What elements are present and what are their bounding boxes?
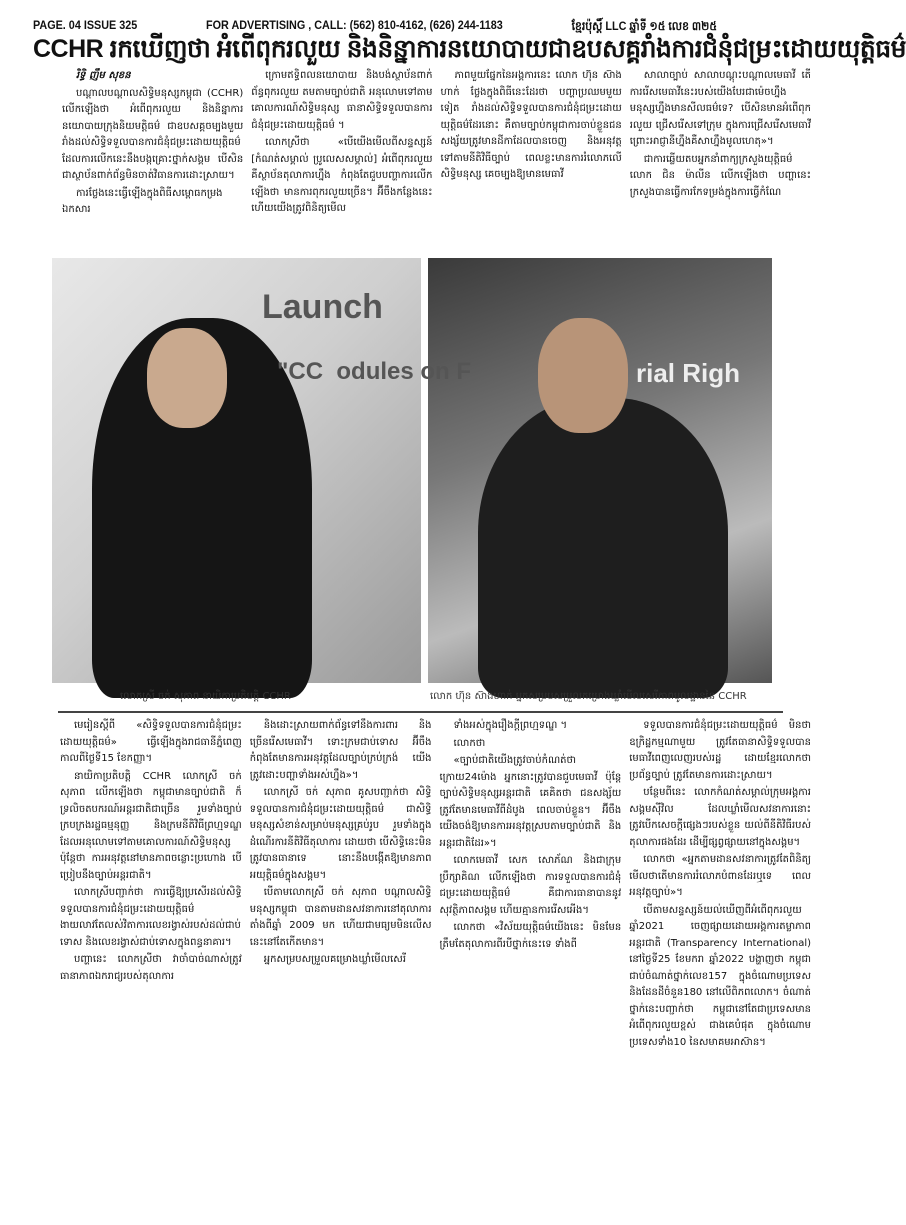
paragraph: មេរៀនស្ដីពី «សិទ្ធិទទួលបានការជំនុំជម្រះដោយយុត្តិធម៌» ធ្វើឡើងក្នុងរាជធានីភ្នំពេញ កាលពីថ្ងៃទី15 ខែកញ្ញា។ [60,720,242,764]
paragraph: ទាំងអស់ក្នុងរឿងក្ដីព្រហ្មទណ្ឌ ។ [453,720,568,731]
paragraph: លោកស្រី ចក់ សុភាព គូសបញ្ជាក់ថា សិទ្ធិទទួលបានការជំនុំជម្រះដោយយុត្តិធម៌ ជាសិទ្ធិមនុស្សសំខាន់សម្រាប់មនុស្សគ្រប់រូប រួមទាំងក្នុងដំណើរការនីតិវិធីតុលាការ ដោយថា បើសិទ្ធិនេះមិនត្រូវបានធានាទេ នោះនឹងបង្កើតឱ្យមានភាពអយុត្តិធម៌ក្នុងសង្គម។ [249,787,432,881]
column-3 [440,718,622,1213]
top-text-columns [62,68,811,258]
paragraph: លោកថា «អ្នកតាមដានសវនាការត្រូវតែពិនិត្យមើលថាតើមានការរំលោភបំពានដែរឬទេ ពេលអនុវត្តច្បាប់»។ [629,854,811,898]
page-header [33,18,717,34]
paragraph: បើតាមលោកស្រី ចក់ សុភាព បណ្ដាលសិទ្ធិមនុស្សកម្ពុជា បានតាមដានសវនាការនៅតុលាការតាំងពីឆ្នាំ 2009 មក ហើយជាមធ្យមមិនលើសនេះនៅតែកើតមាន។ [249,887,432,948]
paragraph: ការថ្លែងនេះធ្វើឡើងក្នុងពិធីសម្ពោធកម្រងឯកសារ [62,187,223,215]
divider [58,711,783,713]
column-1 [60,718,242,1213]
masthead: ខ្មែរប៉ុស្ដិ៍ LLC ឆ្នាំទី ១៥ លេខ ៣២៥ [571,19,717,33]
byline: រិទ្ធិ ញឹម សុខន [76,70,131,81]
paragraph: ទទួលបានការជំនុំជម្រះដោយយុត្តិធម៌ មិនថាឧក្រិដ្ឋកម្មណាមួយ ត្រូវតែធានាសិទ្ធិទទួលបានមេធាវីពេញលេញរបស់រដ្ឋ ដោយខ្មែរលោកថា ប្រព័ន្ធច្បាប់ ត្រូវតែមានការដោះស្រាយ។ [629,720,811,781]
column-4 [630,68,811,258]
headline: CCHR រកឃើញថា អំពើពុករលួយ និងនិន្នាការនយោបាយជាឧបសគ្គរាំងការជំនុំជម្រះដោយយុត្តិធម៌ [33,35,906,63]
advertising-contact: FOR ADVERTISING , CALL: (562) 810-4162, (626) 244-1183 [206,18,503,32]
paragraph: លោកមេធាវី សេក សោភ័ណ និងជាក្រុមប្រឹក្សាគិណ លើកឡើងថា ការទទួលបានការជំនុំជម្រះដោយយុត្តិធម៌ គឺជាការធានាបាននូវសុវត្ថិភាពសង្គម ហើយគ្មានការរើសអើង។ [439,855,622,916]
paragraph: បញ្ហានេះ លោកស្រីថា វាចាំបាច់ណាស់ត្រូវធានាភាពឯករាជ្យរបស់តុលាការ [60,954,242,982]
paragraph: ភាពមួយផ្នែកនៃអង្គការនេះ លោក ហ៊ុន ស៊ាងហាក់ ថ្លែងក្នុងពិធីនេះដែរថា បញ្ហាប្រឈមមួយទៀត រាំងដល់សិទ្ធិទទួលបានការជំនុំជម្រះដោយយុត្តិធម៌ដែរនោះ គឺតាមច្បាប់កម្ពុជាការចាប់ខ្លួនជនសង្ស័យត្រូវមានដីកាដែលបានចេញ និងអនុវត្តទៅតាមនីតិវិធីច្បាប់ ពេលខ្លះមានការរំលោភលើសិទ្ធិមនុស្ស គេចម្បងឱ្យមានមេធាវី [440,70,622,180]
paragraph: នាយិកាប្រតិបត្តិ CCHR លោកស្រី ចក់ សុភាព លើកឡើងថា កម្ពុជាមានច្បាប់ជាតិ ក៏ទ្រលិចតបករណ៍អន្តរជាតិជាច្រើន រួមទាំងច្បាប់ក្របក្រងរដ្ឋធម្មនុញ្ញ និងក្រមនីតិវិធីព្រហ្មទណ្ឌ ដែលអនុលោមទៅតាមគោលការណ៍សិទ្ធិមនុស្ស ប៉ុន្តែថា ការអនុវត្តនៅមានភាពចន្លោះប្រហោង បើប្រៀបនឹងច្បាប់អន្តរជាតិ។ [60,770,242,881]
photo-speaker-woman [52,258,472,683]
paragraph: លោកថា [453,737,486,749]
paragraph: លោកស្រីថា «បើយើងមើលពីសន្ទស្សន៍ [កំណត់សម្គាល់ ប្រូលេសសម្គាល់] អំពើពុករលួយ គឺស្ថាប័នតុលាការហ្នឹង កំពុងតែជួបបញ្ហាការលើកឡើងថា មានការពុករលួយច្រើន។ អ៊ីចឹងកន្លែងនេះហើយយើងត្រូវពិនិត្យមើល [251,137,433,214]
column-2 [251,68,432,258]
paragraph: បន្ថែមពីនេះ លោកកំណត់សម្គាល់ក្រុមអង្គការសង្គមស៊ីវិល ដែលឃ្លាំមើលសវនាការនោះ ត្រូវបើកសេចក្ដីផ្សេងៗរបស់ខ្លួន យល់ពីនីតិវិធីរបស់តុលាការផងដែរ ដើម្បីផ្សព្វផ្សាយនៅក្នុងសង្គម។ [629,787,811,848]
page-issue: PAGE. 04 ISSUE 325 [33,18,138,32]
paragraph: ក្រោមឥទ្ធិពលនយោបាយ និងបង់ស្ថាប័នពាក់ព័ន្ធពុករលួយ តមតាមច្បាប់ជាតិ អនុលោមទៅតាមគោលការណ៍សិទ្ធិមនុស្ស ធានាសិទ្ធិទទួលបានការជំនុំជម្រះដោយយុត្តិធម៌ ។ [251,70,433,131]
paragraph: លោកស្រីបញ្ជាក់ថា ការធ្វើឱ្យប្រសើរដល់សិទ្ធិទទួលបានការជំនុំជម្រះដោយយុត្តិធម៌ ងាយលាវតែលស់វិតាការលេខរង្វាស់របស់ដល់ជាប់ទោស និងលេខរង្វាស់ជាប់ទោសក្នុងពន្ធនាគារ។ [60,887,242,948]
column-3 [441,68,622,258]
paragraph: សាលាច្បាប់ សាលាបណ្ដុះបណ្ដាលមេធាវី តើការរើសមេធាវីនេះរបស់យើងបែរជាម៉េចហ្នឹង មនុស្សហ្នឹងមានសីលធម៌ទេ? បើសិនមានអំពើពុករលួយ ជ្រើសរើសទៅក្រុម ក្នុងការជ្រើសរើសមេធាវី ព្រោះអាជ្ញានីហ្នឹងគឺសាហ្នឹងមូលហេតុ»។ [629,70,811,147]
face [538,318,628,433]
banner-text: "CC odules on F [277,358,472,385]
column-2 [250,718,432,1213]
bottom-text-columns [60,718,811,1213]
paragraph: ជាការឆ្លើយតបអ្នកនាំពាក្យក្រសួងយុត្តិធម៌លោក ជិន ម៉ាលីន លើកឡើងថា បញ្ហានេះ ក្រសួងបានធ្វើការកែទម្រង់ក្នុងការធ្វើកំណែ [629,153,811,198]
photo-speaker-man [428,258,772,683]
banner-text: rial Righ [636,358,741,388]
face [147,328,227,428]
paragraph: និងដោះស្រាយពាក់ព័ន្ធទៅនឹងការពារ និងច្រើនរើសមេធាវី។ ទោះក្រមជាប់ទោស អ៊ីចឹងកំពុងតែមានការអនុវត្តដែលច្បាប់ក្រប់ក្រង់ យើងត្រូវដោះបញ្ហាទាំងអស់ហ្នឹង»។ [249,720,432,781]
paragraph: លោកថា «វិស័យយុត្តិធម៌យើងនេះ មិនមែនត្រឹមតែតុលាការពីរបីថ្នាក់នេះទេ ទាំងពី [439,922,622,950]
column-1 [62,68,243,258]
photo-caption-left: លោកស្រី ចក់ សុភាព នាយិកាប្រតិបត្តិ CCHR [120,691,291,702]
banner-text: Launch [262,288,383,326]
paragraph: បណ្ដាលបណ្ដាលសិទ្ធិមនុស្សកម្ពុជា (CCHR) លើកឡើងថា អំពើពុករលួយ និងនិន្នាការនយោបាយក្រុងនិយមត្តិធម៌ ជាឧបសគ្គចម្បងមួយរាំងដល់សិទ្ធិទទួលបានការជំនុំជម្រះដោយយុត្តិធម៌ ដែលការលើកនេះនឹងបង្កគ្រោះថ្នាក់សង្គម បើសិនជាស្ថាប័នពាក់ព័ន្ធមិនចាត់វិធានការដោះស្រាយ។ [62,87,244,181]
paragraph: បើតាមសន្ទស្សន៍យល់ឃើញពីអំពើពុករលួយ ឆ្នាំ2021 ចេញផ្សាយដោយអង្គការតម្លាភាពអន្តរជាតិ (Transparency International) នៅថ្ងៃទី25 ខែមករា ឆ្នាំ2022 បង្ហាញថា កម្ពុជាជាប់ចំណាត់ថ្នាក់លេខ157 ក្នុងចំណោមប្រទេស និងដែនដីចំនួន180 នៅលើពិភពលោក។ ចំណាត់ថ្នាក់នេះបញ្ជាក់ថា កម្ពុជានៅតែជាប្រទេសមានអំពើពុករលួយខ្ពស់ ជាងគេបំផុត ក្នុងចំណោមប្រទេសទាំង10 នៃសមាគមអាស៊ាន។ [629,904,811,1048]
speaker-figure [478,398,728,698]
paragraph: «ច្បាប់ជាតិយើងត្រូវចាប់កំណត់ថា ក្រោយ24ម៉ោង អ្នកនោះត្រូវបានជួបមេធាវី ប៉ុន្តែច្បាប់សិទ្ធិមនុស្សអន្តរជាតិ គេគិតថា ជនសង្ស័យត្រូវតែមានមេធាវីពីដំបូង ពេលចាប់ខ្លួន។ អ៊ីចឹងយើងចង់ឱ្យមានការអនុវត្តស្របតាមច្បាប់ជាតិ និងអន្តរជាតិដែរ»។ [439,755,622,849]
paragraph: អ្នកសម្របសម្រួលគម្រោងឃ្លាំមើលសេរី [263,954,406,965]
photo-caption-right: លោក ហ៊ុន ស៊ាងហាក់ អ្នកសម្របសម្រួលគម្រោងឃ្លាំមើលសេរីភាពមូលដ្ឋាននៃ CCHR [430,691,747,702]
column-4 [629,718,811,1213]
